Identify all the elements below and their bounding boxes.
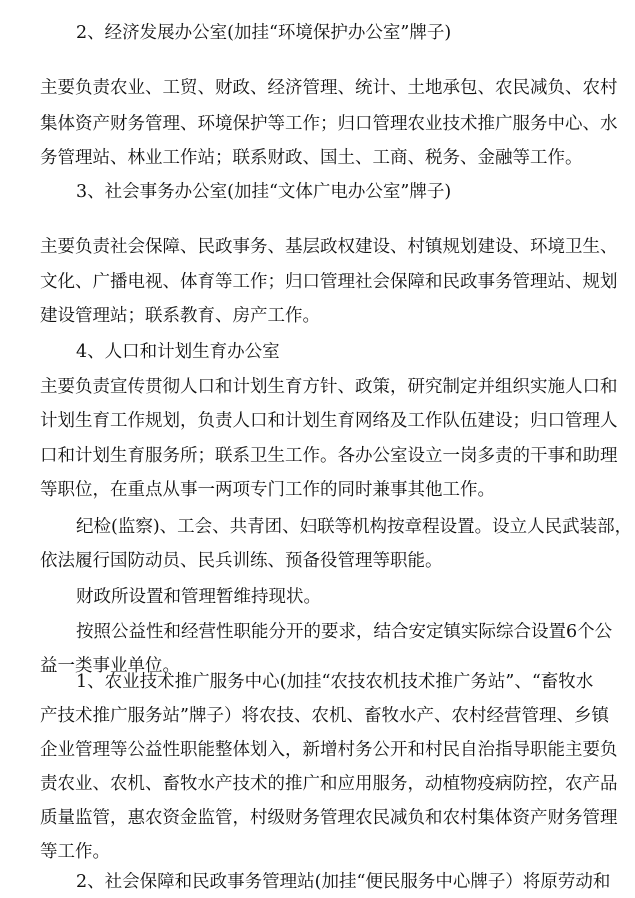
paragraph-line: 口和计划生育服务所；联系卫生工作。各办公室设立一岗多责的干事和助理 xyxy=(40,446,618,466)
heading-family-planning-office: 4、人口和计划生育办公室 xyxy=(76,342,280,362)
paragraph-line: 企业管理等公益性职能整体划入，新增村务公开和村民自治指导职能主要负 xyxy=(40,740,618,760)
paragraph-line: 产技术推广服务站”牌子）将农技、农机、畜牧水产、农村经营管理、乡镇 xyxy=(40,706,609,726)
paragraph-line: 益一类事业单位。 xyxy=(40,656,180,676)
paragraph-line: 等职位，在重点从事一两项专门工作的同时兼事其他工作。 xyxy=(40,480,495,500)
heading-social-affairs-office: 3、社会事务办公室(加挂“文体广电办公室”牌子) xyxy=(76,182,452,202)
paragraph-line: 财政所设置和管理暂维持现状。 xyxy=(76,587,321,607)
paragraph-line: 主要负责宣传贯彻人口和计划生育方针、政策，研究制定并组织实施人口和 xyxy=(40,377,618,397)
paragraph-line: 依法履行国防动员、民兵训练、预备役管理等职能。 xyxy=(40,551,443,571)
paragraph-line: 建设管理站；联系教育、房产工作。 xyxy=(40,306,320,326)
paragraph-line: 主要负责社会保障、民政事务、基层政权建设、村镇规划建设、环境卫生、 xyxy=(40,237,618,257)
paragraph-line: 责农业、农机、畜牧水产技术的推广和应用服务，动植物疫病防控，农产品 xyxy=(40,774,618,794)
paragraph-line: 文化、广播电视、体育等工作；归口管理社会保障和民政事务管理站、规划 xyxy=(40,272,618,292)
paragraph-line: 质量监管，惠农资金监管，村级财务管理农民减负和农村集体资产财务管理 xyxy=(40,808,618,828)
paragraph-line: 主要负责农业、工贸、财政、经济管理、统计、土地承包、农民减负、农村 xyxy=(40,78,618,98)
heading-social-security-station: 2、社会保障和民政事务管理站(加挂“便民服务中心牌子）将原劳动和 xyxy=(76,872,611,892)
paragraph-line: 等工作。 xyxy=(40,842,110,862)
paragraph-line: 按照公益性和经营性职能分开的要求，结合安定镇实际综合设置6个公 xyxy=(76,622,613,642)
paragraph-line: 集体资产财务管理、环境保护等工作；归口管理农业技术推广服务中心、水 xyxy=(40,114,618,134)
paragraph-line: 务管理站、林业工作站；联系财政、国土、工商、税务、金融等工作。 xyxy=(40,148,583,168)
heading-agri-tech-center: 1、农业技术推广服务中心(加挂“农技农机技术推广务站”、“畜牧水 xyxy=(76,672,594,692)
paragraph-line: 纪检(监察)、工会、共青团、妇联等机构按章程设置。设立人民武装部， xyxy=(76,517,633,537)
heading-economic-office: 2、经济发展办公室(加挂“环境保护办公室”牌子) xyxy=(76,23,452,43)
paragraph-line: 计划生育工作规划，负责人口和计划生育网络及工作队伍建设；归口管理人 xyxy=(40,411,618,431)
